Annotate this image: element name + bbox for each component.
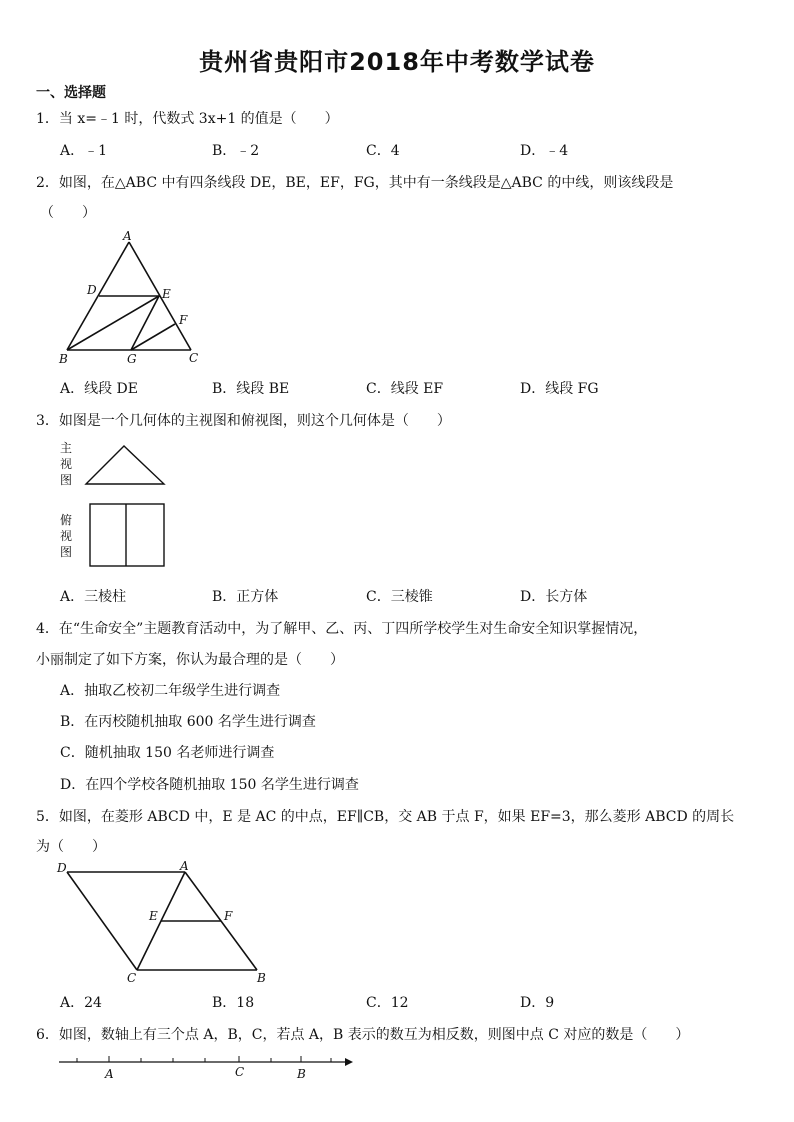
label-c: C bbox=[189, 351, 199, 365]
q1-option-a: A．﹣1 bbox=[60, 143, 108, 159]
q2-option-c: C．线段 EF bbox=[366, 381, 444, 397]
label-d: D bbox=[57, 861, 67, 875]
q5-option-a: A．24 bbox=[60, 995, 102, 1011]
q1-option-b: B．﹣2 bbox=[212, 143, 260, 159]
label-g: G bbox=[127, 352, 137, 366]
question-3-stem: 3．如图是一个几何体的主视图和俯视图，则这个几何体是（ ） bbox=[36, 413, 451, 429]
label-d: D bbox=[87, 283, 97, 297]
rhombus-abcd-figure bbox=[55, 856, 275, 986]
q3-option-a: A．三棱柱 bbox=[60, 589, 127, 605]
number-line-ticks bbox=[77, 1056, 331, 1062]
section-heading: 一、选择题 bbox=[36, 85, 106, 101]
top-view-label-1: 俯 bbox=[60, 513, 73, 527]
q5-option-d: D．9 bbox=[520, 995, 555, 1011]
label-point-c: C bbox=[235, 1065, 245, 1079]
triangle-abc-figure bbox=[55, 228, 215, 368]
q3-option-b: B．正方体 bbox=[212, 589, 279, 605]
front-view-label-2: 视 bbox=[60, 457, 73, 471]
label-a: A bbox=[180, 859, 189, 873]
q2-option-a: A．线段 DE bbox=[60, 381, 139, 397]
q3-option-c: C．三棱锥 bbox=[366, 589, 433, 605]
question-6-stem: 6．如图，数轴上有三个点 A，B，C，若点 A，B 表示的数互为相反数，则图中点 C 对应的数是（ ） bbox=[36, 1027, 690, 1043]
top-view-label-3: 图 bbox=[60, 545, 73, 559]
question-5-stem: 5．如图，在菱形 ABCD 中，E 是 AC 的中点，EF∥CB，交 AB 于点 F，如果 EF=3，那么菱形 ABCD 的周长 bbox=[36, 809, 735, 825]
label-e: E bbox=[149, 909, 158, 923]
label-a: A bbox=[123, 229, 132, 243]
label-b: B bbox=[59, 352, 68, 366]
q3-option-d: D．长方体 bbox=[520, 589, 588, 605]
front-view-label-3: 图 bbox=[60, 473, 73, 487]
segment-dc bbox=[67, 872, 137, 970]
q2-option-d: D．线段 FG bbox=[520, 381, 599, 397]
label-f: F bbox=[179, 313, 188, 327]
label-f: F bbox=[224, 909, 233, 923]
label-point-a: A bbox=[105, 1067, 114, 1081]
label-b: B bbox=[257, 971, 266, 985]
three-views-figure bbox=[50, 436, 180, 576]
q1-option-c: C．4 bbox=[366, 143, 400, 159]
q2-option-b: B．线段 BE bbox=[212, 381, 290, 397]
top-view-label-2: 视 bbox=[60, 529, 73, 543]
question-1-stem: 1．当 x=﹣1 时，代数式 3x+1 的值是（ ） bbox=[36, 111, 339, 127]
front-view-triangle bbox=[86, 446, 164, 484]
q4-option-c: C．随机抽取 150 名老师进行调查 bbox=[60, 745, 275, 761]
q5-option-b: B．18 bbox=[212, 995, 255, 1011]
front-view-label-1: 主 bbox=[60, 441, 73, 455]
q4-option-d: D．在四个学校各随机抽取 150 名学生进行调查 bbox=[60, 777, 359, 793]
q4-option-a: A．抽取乙校初二年级学生进行调查 bbox=[60, 683, 281, 699]
question-2-stem-cont: （ ） bbox=[40, 205, 96, 221]
label-e: E bbox=[162, 287, 171, 301]
question-5-stem-cont: 为（ ） bbox=[36, 839, 106, 855]
q1-option-d: D．﹣4 bbox=[520, 143, 569, 159]
q5-option-c: C．12 bbox=[366, 995, 409, 1011]
exam-title: 贵州省贵阳市2018年中考数学试卷 bbox=[199, 48, 595, 76]
top-view-rectangle bbox=[90, 504, 164, 566]
question-4-stem-cont: 小丽制定了如下方案，你认为最合理的是（ ） bbox=[36, 652, 344, 668]
q4-option-b: B．在丙校随机抽取 600 名学生进行调查 bbox=[60, 714, 316, 730]
label-point-b: B bbox=[297, 1067, 306, 1081]
number-line-figure bbox=[55, 1050, 355, 1086]
question-2-stem: 2．如图，在△ABC 中有四条线段 DE，BE，EF，FG，其中有一条线段是△ABC 的中线，则该线段是 bbox=[36, 175, 674, 191]
label-c: C bbox=[127, 971, 137, 985]
question-4-stem: 4．在“生命安全”主题教育活动中，为了解甲、乙、丙、丁四所学校学生对生命安全知识掌握情况， bbox=[36, 621, 648, 637]
number-line-arrow-icon bbox=[345, 1058, 353, 1066]
